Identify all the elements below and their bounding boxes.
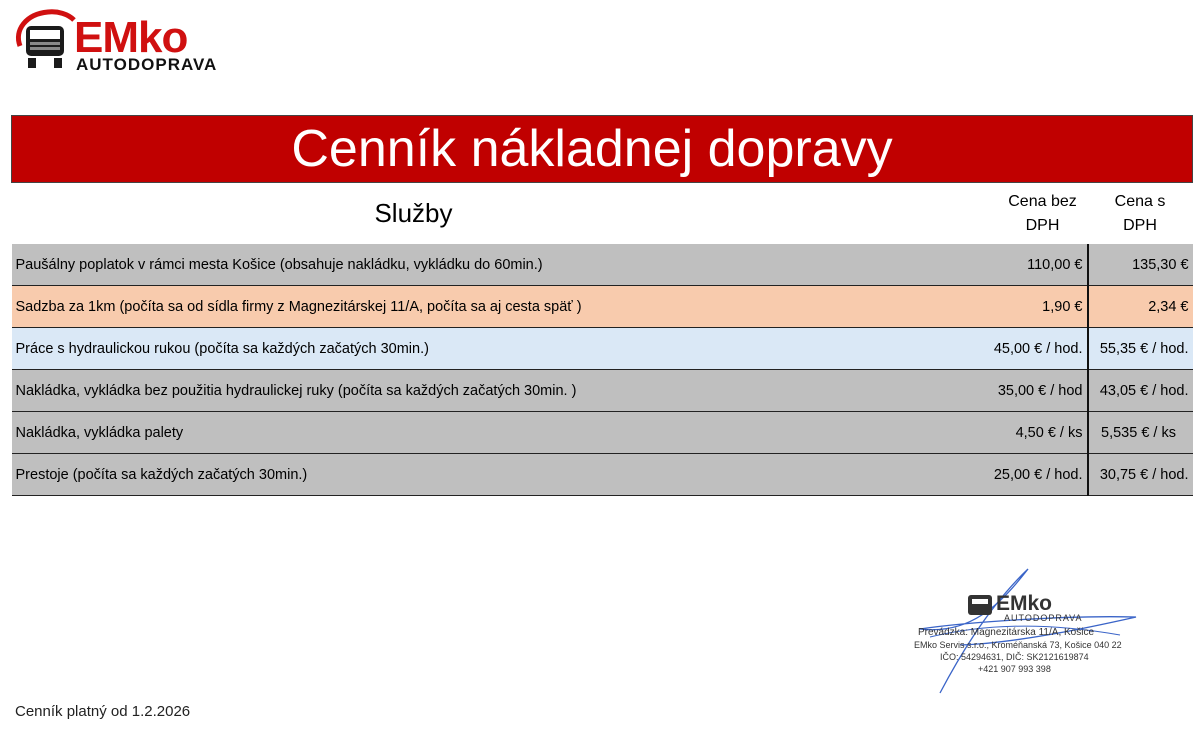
row-price-ex-vat: 35,00 € / hod xyxy=(906,370,1088,412)
row-service: Nakládka, vykládka palety xyxy=(12,412,906,454)
header-price-inc-vat xyxy=(1088,183,1193,245)
row-price-ex-vat: 1,90 € xyxy=(906,286,1088,328)
row-price-inc-vat: 43,05 € / hod. xyxy=(1088,370,1193,412)
logo-tagline: AUTODOPRAVA xyxy=(76,55,218,74)
stamp-line: Prevádzka: Magnezitárska 11/A, Košice xyxy=(918,627,1095,638)
stamp-line: IČO: 54294631, DIČ: SK2121619874 xyxy=(940,652,1089,662)
row-price-inc-vat: 5,535 € / ks xyxy=(1088,412,1193,454)
row-price-inc-vat: 55,35 € / hod. xyxy=(1088,328,1193,370)
table-row xyxy=(12,454,1193,496)
stamp-brand: EMko xyxy=(996,592,1053,615)
logo-brand: EMko xyxy=(74,13,188,62)
row-price-ex-vat: 25,00 € / hod. xyxy=(906,454,1088,496)
table-title: Cenník nákladnej dopravy xyxy=(12,116,1193,183)
row-price-inc-vat: 135,30 € xyxy=(1088,244,1193,286)
row-price-ex-vat: 4,50 € / ks xyxy=(906,412,1088,454)
stamp-tagline: AUTODOPRAVA xyxy=(1004,613,1083,623)
header-services: Služby xyxy=(12,183,906,245)
table-header-row xyxy=(12,183,1193,245)
header-price-ex-vat-line2: DPH xyxy=(1025,216,1060,234)
header-price-inc-vat-line2: DPH xyxy=(1123,216,1157,234)
row-service: Nakládka, vykládka bez použitia hydraulickej ruky (počíta sa každých začatých 30min. ) xyxy=(12,370,906,412)
validity-note: Cenník platný od 1.2.2026 xyxy=(15,703,191,720)
table-row xyxy=(12,328,1193,370)
header-price-ex-vat xyxy=(906,183,1088,245)
table-row xyxy=(12,370,1193,412)
table-row xyxy=(12,244,1193,286)
row-service: Prestoje (počíta sa každých začatých 30min.) xyxy=(12,454,906,496)
stamp-line: +421 907 993 398 xyxy=(978,664,1051,674)
row-service: Paušálny poplatok v rámci mesta Košice (obsahuje nakládku, vykládku do 60min.) xyxy=(12,244,906,286)
price-table xyxy=(11,115,1193,496)
header-price-inc-vat-line1: Cena s xyxy=(1114,192,1166,210)
table-row xyxy=(12,412,1193,454)
header-price-ex-vat-line1: Cena bez xyxy=(1008,192,1077,210)
company-stamp xyxy=(900,565,1140,705)
row-price-inc-vat: 2,34 € xyxy=(1088,286,1193,328)
truck-icon xyxy=(12,8,76,78)
table-row xyxy=(12,286,1193,328)
company-logo xyxy=(12,8,252,78)
row-price-ex-vat: 110,00 € xyxy=(906,244,1088,286)
row-price-ex-vat: 45,00 € / hod. xyxy=(906,328,1088,370)
row-service: Práce s hydraulickou rukou (počíta sa každých začatých 30min.) xyxy=(12,328,906,370)
stamp-line: EMko Servis s.r.o., Kroméňanská 73, Košice 040 22 xyxy=(914,640,1122,650)
row-service: Sadzba za 1km (počíta sa od sídla firmy z Magnezitárskej 11/A, počíta sa aj cesta späť ) xyxy=(12,286,906,328)
table-title-row xyxy=(12,116,1193,183)
row-price-inc-vat: 30,75 € / hod. xyxy=(1088,454,1193,496)
